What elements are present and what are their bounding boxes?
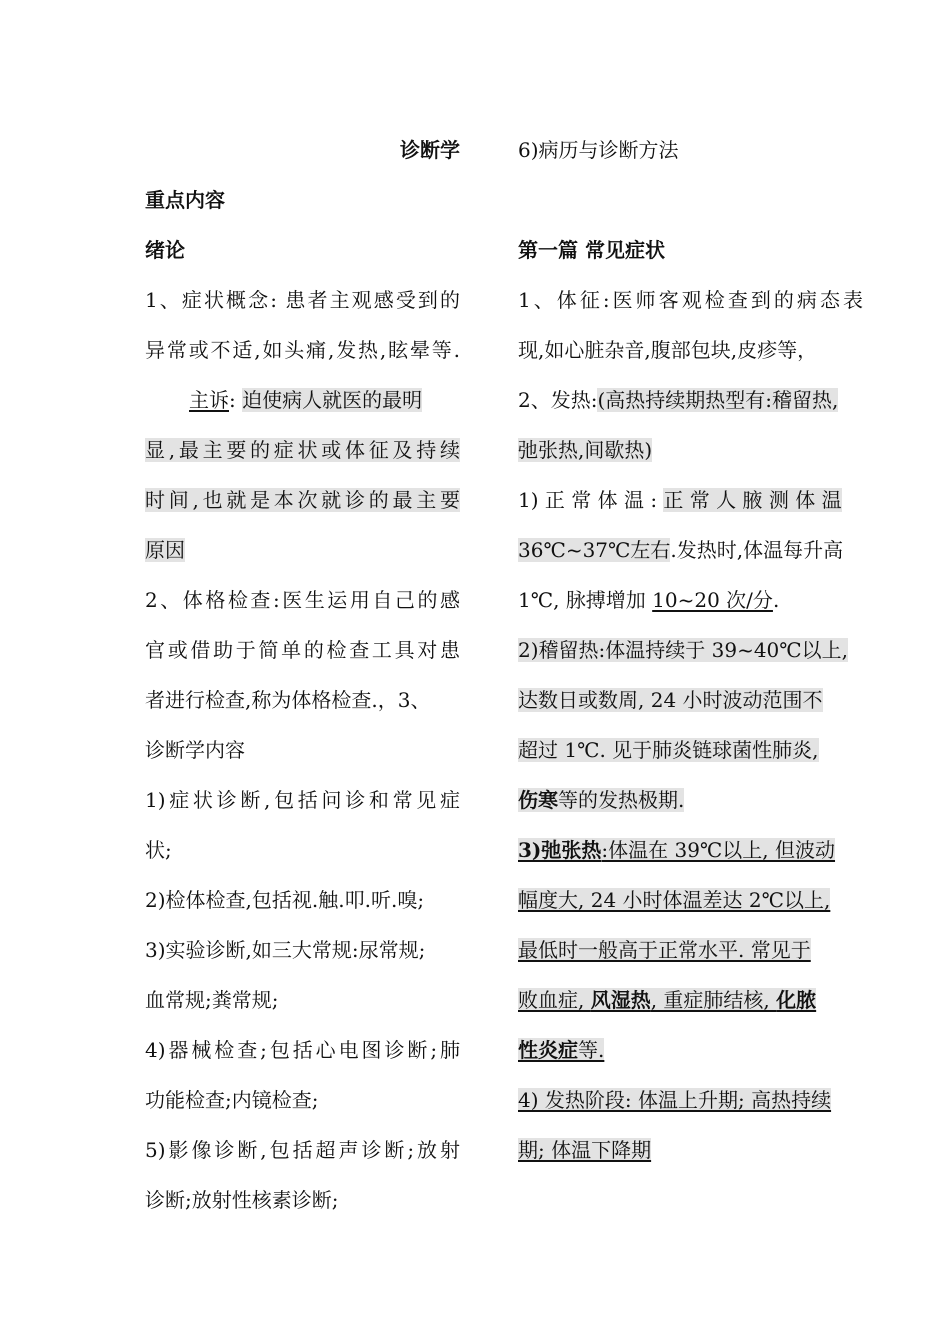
document-title: 诊断学	[400, 138, 460, 162]
spacer-line	[518, 175, 863, 225]
text-segment: .发热时,体温每升高	[670, 538, 844, 562]
text-segment: 1) 正 常 体 温 :	[518, 488, 664, 512]
text-line	[145, 425, 460, 475]
text-line: 异常或不适,如头痛,发热,眩晕等.	[145, 338, 460, 362]
text-line	[518, 1025, 863, 1075]
text-line: 4)器械检查;包括心电图诊断;肺	[145, 1038, 460, 1062]
text-line	[145, 475, 460, 525]
text-line	[518, 875, 863, 925]
highlighted-underlined-text: 4) 发热阶段: 体温上升期; 高热持续	[518, 1088, 832, 1112]
heading-part-one: 第一篇 常见症状	[518, 238, 665, 262]
text-line: 3)实验诊断,如三大常规:尿常规;	[145, 938, 426, 962]
text-line	[518, 625, 863, 675]
text-line: 1、体征:医师客观检查到的病态表	[518, 288, 863, 312]
highlighted-text: 显,最主要的症状或体征及持续	[145, 438, 460, 462]
highlighted-bold-text: 性炎症	[518, 1038, 578, 1062]
text-line: 2)检体检查,包括视.触.叩.听.嗅;	[145, 888, 425, 912]
text-line: 诊断;放射性核素诊断;	[145, 1188, 339, 1212]
heading-introduction: 绪论	[145, 238, 185, 262]
text-line	[518, 825, 863, 875]
highlighted-underlined-text: 等.	[578, 1038, 605, 1062]
highlighted-underlined-text: , 重症肺结核,	[650, 988, 777, 1012]
underlined-text: 10~20 次/分	[652, 588, 773, 612]
highlighted-bold-text: 风湿热	[590, 988, 651, 1012]
text-line: 功能检查;内镜检查;	[145, 1088, 319, 1112]
highlighted-text: 等的发热极期.	[558, 788, 685, 812]
text-line	[518, 675, 863, 725]
highlighted-text: 正 常 人 腋 测 体 温	[663, 488, 842, 512]
text-line: 官或借助于简单的检查工具对患	[145, 638, 460, 662]
highlighted-underlined-text: 期; 体温下降期	[518, 1138, 652, 1162]
text-line	[518, 475, 863, 525]
highlighted-text: 弛张热,间歇热)	[518, 438, 653, 462]
text-line	[518, 1125, 863, 1175]
highlighted-underlined-text: 幅度大, 24 小时体温差达 2℃以上,	[518, 888, 831, 912]
text-line	[518, 375, 863, 425]
highlighted-text: 迫使病人就医的最明	[242, 388, 423, 412]
text-segment: .	[772, 588, 780, 612]
right-column	[518, 125, 863, 1175]
text-line: 者进行检查,称为体格检查.，3、	[145, 688, 431, 712]
left-column	[145, 125, 460, 1225]
text-line	[518, 425, 863, 475]
text-line	[518, 525, 863, 575]
text-line: 2、体格检查:医生运用自己的感	[145, 588, 460, 612]
text-line: 1、症状概念: 患者主观感受到的	[145, 288, 460, 312]
highlighted-bold-text: 化脓	[776, 988, 817, 1012]
highlighted-underlined-text: 败血症,	[518, 988, 591, 1012]
highlighted-text: 36℃~37℃左右	[518, 538, 671, 562]
text-segment: 2、发热:	[518, 388, 598, 412]
highlighted-text: 时间,也就是本次就诊的最主要	[145, 488, 460, 512]
text-line	[145, 525, 460, 575]
highlighted-text: 2)稽留热:体温持续于 39~40℃以上,	[518, 638, 849, 662]
highlighted-text: 原因	[145, 538, 185, 562]
highlighted-bold-text: 3)弛张热	[518, 838, 602, 862]
highlighted-text: 达数日或数周, 24 小时波动范围不	[518, 688, 823, 712]
text-line: 6)病历与诊断方法	[518, 138, 679, 162]
text-line: 诊断学内容	[145, 738, 245, 762]
chief-complaint-colon: :	[229, 388, 243, 412]
text-line	[518, 1075, 863, 1125]
text-segment: 1℃, 脉搏增加	[518, 588, 653, 612]
highlighted-underlined-text: :体温在 39℃以上, 但波动	[601, 838, 836, 862]
chief-complaint-label: 主诉	[189, 388, 229, 412]
highlighted-text: (高热持续期热型有:稽留热,	[597, 388, 839, 412]
text-line	[518, 725, 863, 775]
highlighted-text: 超过 1℃. 见于肺炎链球菌性肺炎,	[518, 738, 819, 762]
text-line	[518, 575, 863, 625]
highlighted-bold-text: 伤寒	[518, 788, 558, 812]
text-line: 血常规;粪常规;	[145, 988, 279, 1012]
text-line	[518, 975, 863, 1025]
text-line: 状;	[145, 838, 172, 862]
text-line: 1)症状诊断,包括问诊和常见症	[145, 788, 460, 812]
heading-key-content: 重点内容	[145, 188, 225, 212]
text-line	[518, 775, 863, 825]
text-line	[518, 925, 863, 975]
highlighted-underlined-text: 最低时一般高于正常水平. 常见于	[518, 938, 811, 962]
text-line: 5)影像诊断,包括超声诊断;放射	[145, 1138, 460, 1162]
text-line: 现,如心脏杂音,腹部包块,皮疹等，	[518, 338, 818, 362]
text-line-chief-complaint	[145, 375, 460, 425]
